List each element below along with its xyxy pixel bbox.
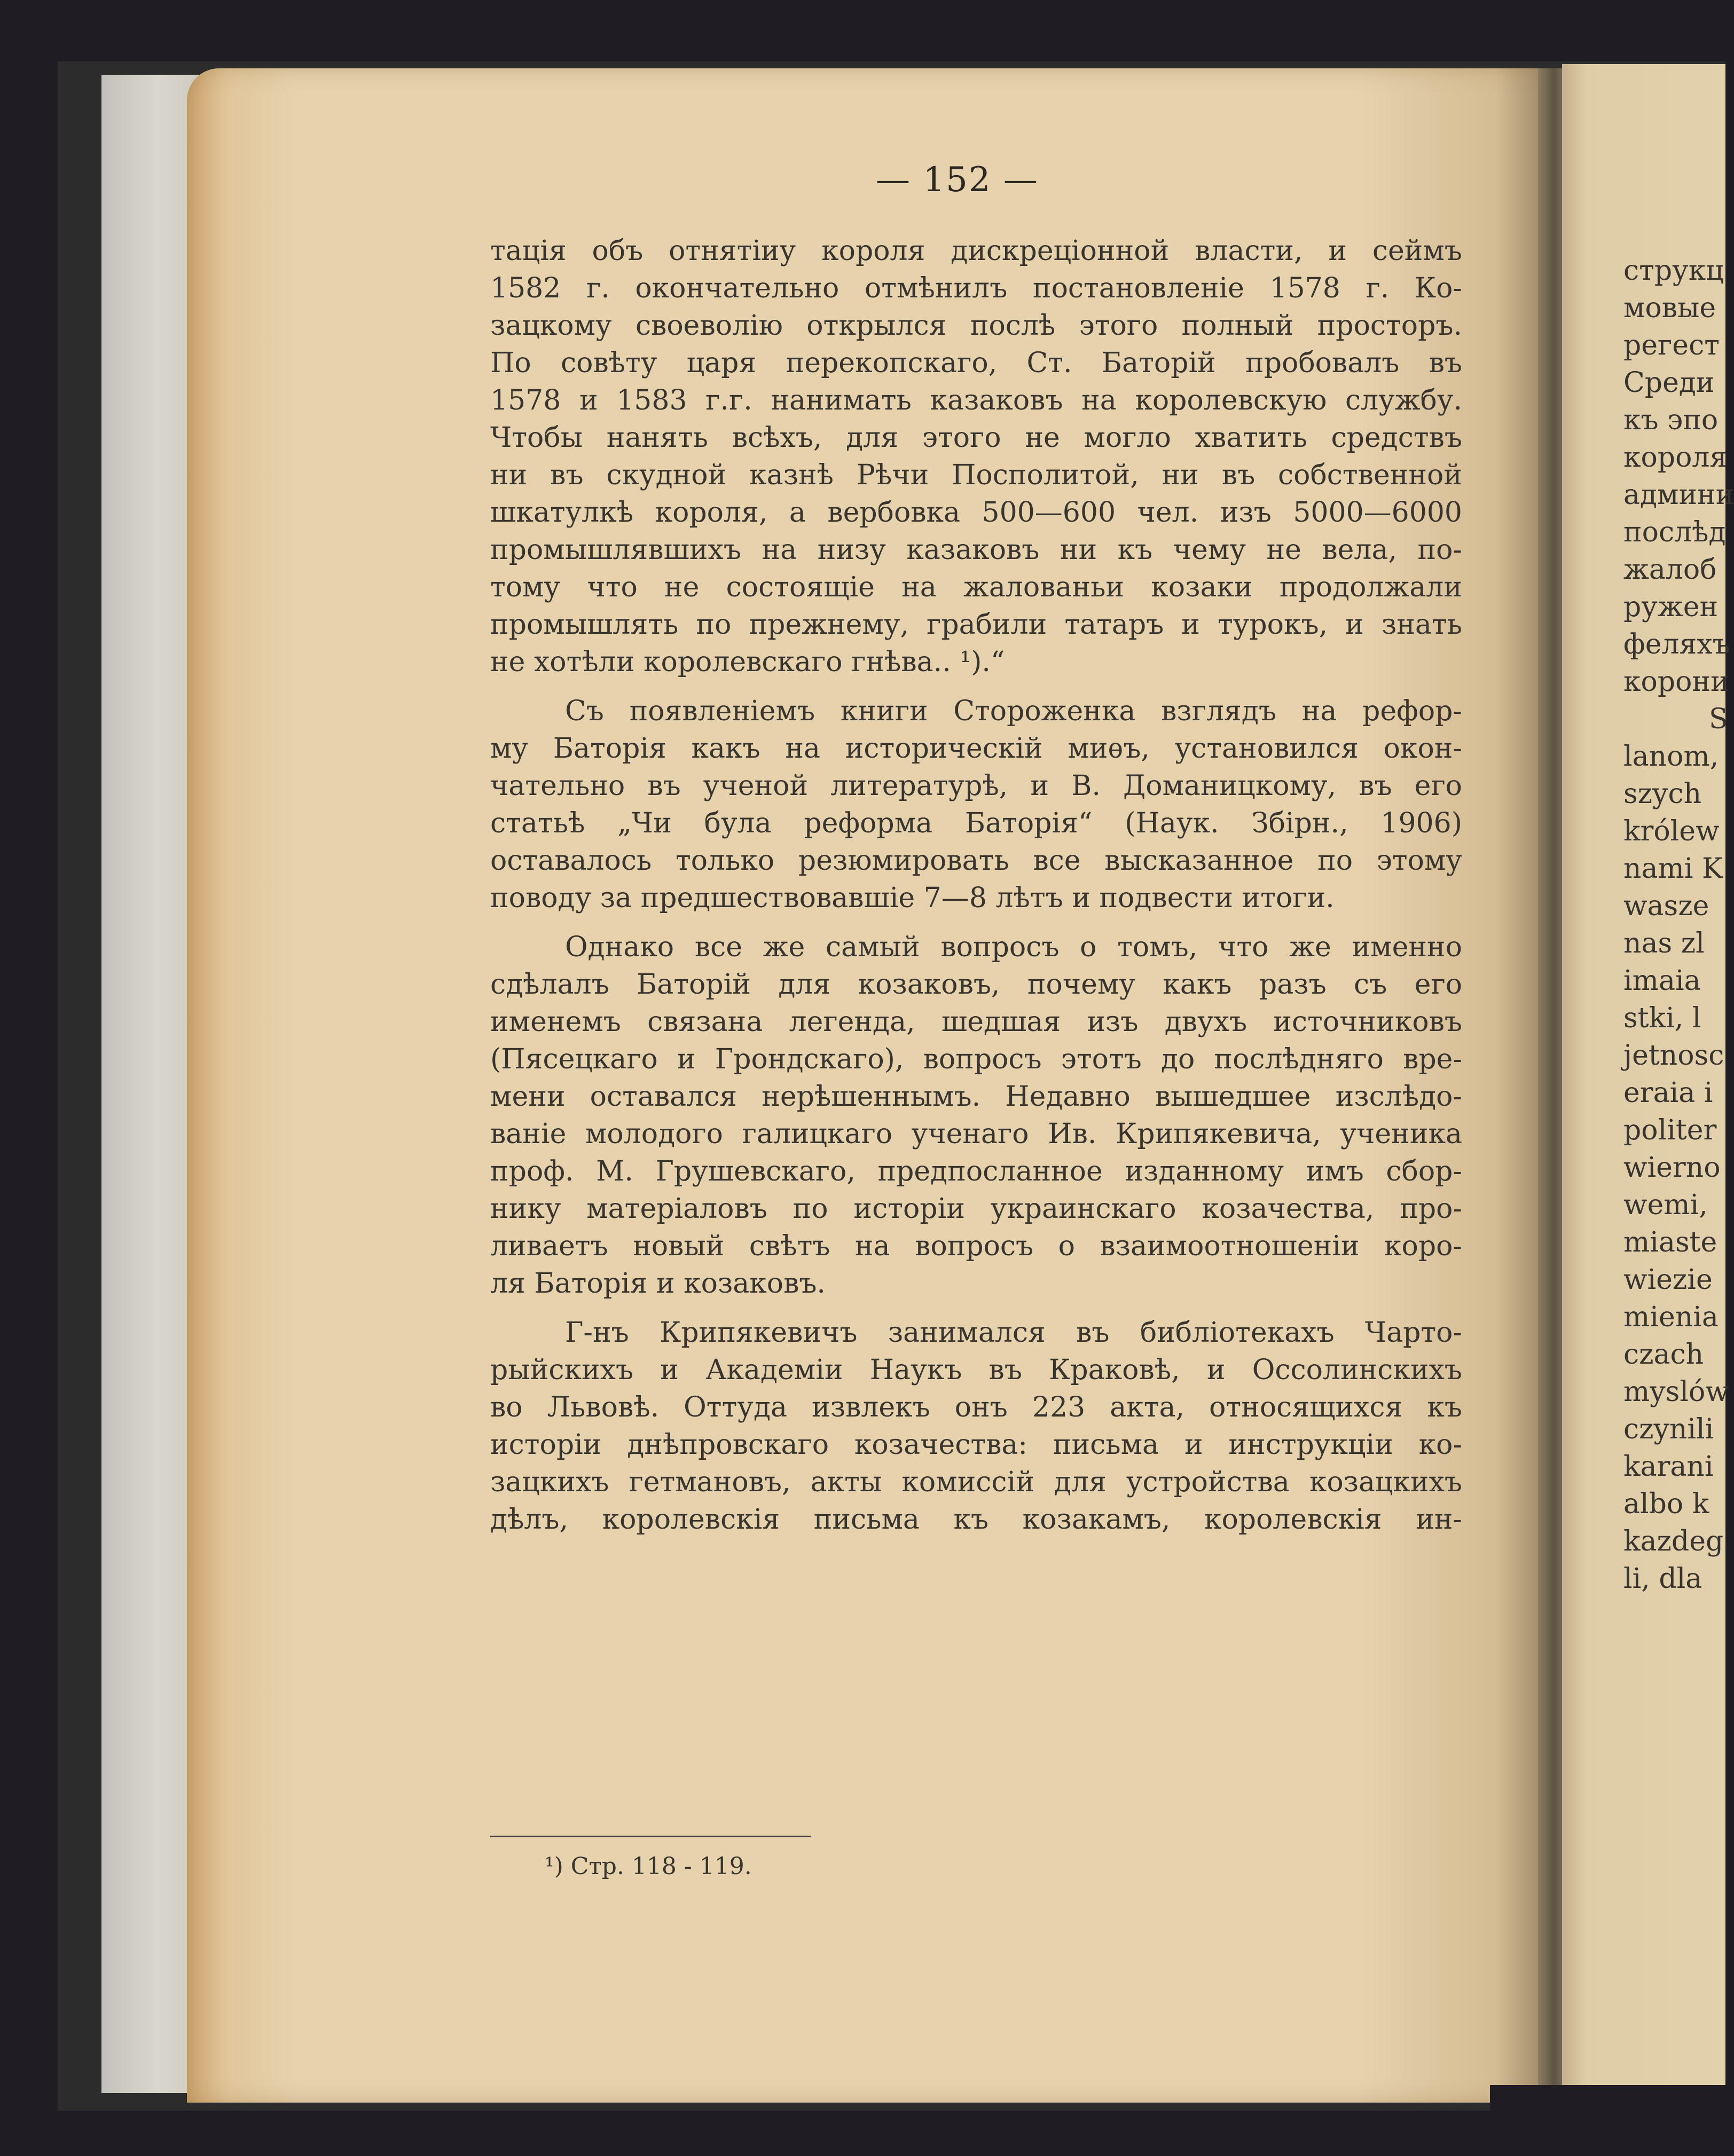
text-line: промышлять по прежнему, грабили татаръ и турокъ, и знать: [490, 609, 1462, 641]
facing-page-line: eraia i: [1623, 1077, 1713, 1109]
text-line: Г-нъ Крипякевичъ занимался въ библіотекахъ Чарто-: [565, 1317, 1462, 1349]
paragraph-gap: [490, 681, 1462, 693]
facing-page-line: феляхъ: [1623, 628, 1730, 660]
text-line: ливаетъ новый свѣтъ на вопросъ о взаимоотношеніи коро-: [490, 1230, 1462, 1262]
text-line: шкатулкѣ короля, а вербовка 500—600 чел. изъ 5000—6000: [490, 497, 1462, 529]
facing-page-line: kazdeg: [1623, 1525, 1724, 1557]
text-line: поводу за предшествовавшіе 7—8 лѣтъ и подвести итоги.: [490, 882, 1335, 914]
facing-page-line: S: [1709, 703, 1728, 735]
text-line: Чтобы нанять всѣхъ, для этого не могло хватить средствъ: [490, 422, 1462, 454]
facing-page-text: [1623, 252, 1734, 1598]
facing-page-line: imaia: [1623, 965, 1701, 997]
facing-page-line: wasze: [1623, 890, 1709, 922]
paragraph-gap: [490, 1302, 1462, 1314]
facing-page-line: nas zl: [1623, 927, 1705, 959]
text-line: сдѣлалъ Баторій для козаковъ, почему какъ разъ съ его: [490, 969, 1462, 1001]
text-line: (Пясецкаго и Грондскаго), вопросъ этотъ до послѣдняго вре-: [490, 1043, 1462, 1075]
facing-page-line: jetnosc: [1623, 1040, 1724, 1072]
text-line: ваніе молодого галицкаго ученаго Ив. Крипякевича, ученика: [490, 1118, 1462, 1150]
facing-page-line: мовые: [1623, 292, 1716, 324]
footnote-rule: [490, 1836, 811, 1837]
page-number: — 152 —: [876, 160, 1039, 200]
facing-page-line: lanom,: [1623, 741, 1719, 773]
facing-page-line: къ эпо: [1623, 404, 1719, 436]
text-line: оставалось только резюмировать все высказанное по этому: [490, 845, 1462, 877]
text-line: во Львовѣ. Оттуда извлекъ онъ 223 акта, относящихся къ: [490, 1391, 1462, 1423]
text-line: ни въ скудной казнѣ Рѣчи Посполитой, ни въ собственной: [490, 459, 1462, 491]
text-line: проф. М. Грушевскаго, предпосланное изданному имъ сбор-: [490, 1155, 1462, 1187]
facing-page-line: короля: [1623, 442, 1728, 474]
facing-page-line: wemi,: [1623, 1189, 1708, 1221]
facing-page-line: регест: [1623, 329, 1720, 361]
text-line: дѣлъ, королевскія письма къ козакамъ, королевскія ин-: [490, 1504, 1462, 1536]
facing-page-line: czach: [1623, 1339, 1704, 1371]
facing-page-line: czynili: [1623, 1413, 1714, 1445]
facing-page-line: струкц: [1623, 255, 1724, 287]
facing-page-line: послѣд: [1623, 516, 1726, 548]
text-line: тація объ отнятіиу короля дискреціонной власти, и сеймъ: [490, 235, 1462, 267]
paragraph-gap: [490, 917, 1462, 929]
text-line: ля Баторія и козаковъ.: [490, 1268, 826, 1300]
facing-page-line: nami K: [1623, 853, 1723, 885]
text-line: 1578 и 1583 г.г. нанимать казаковъ на королевскую службу.: [490, 384, 1462, 416]
scan-bottom-band: [1490, 2085, 1725, 2156]
facing-page-line: królew: [1623, 815, 1720, 847]
text-line: По совѣту царя перекопскаго, Ст. Баторій пробовалъ въ: [490, 347, 1462, 379]
facing-page-line: karani: [1623, 1451, 1714, 1483]
text-line: зацкихъ гетмановъ, акты комиссій для устройства козацкихъ: [490, 1466, 1462, 1498]
text-line: исторіи днѣпровскаго козачества: письма и инструкціи ко-: [490, 1429, 1462, 1461]
text-line: Съ появленіемъ книги Стороженка взглядъ на рефор-: [565, 695, 1462, 727]
text-line: зацкому своеволію открылся послѣ этого полный просторъ.: [490, 310, 1462, 342]
facing-page-line: админи: [1623, 479, 1734, 511]
facing-page-line: myslów: [1623, 1376, 1729, 1408]
text-line: тому что не состоящіе на жалованьи козаки продолжали: [490, 571, 1462, 603]
facing-page-line: albo k: [1623, 1488, 1709, 1520]
text-line: статьѣ „Чи була реформа Баторія“ (Наук. Збірн., 1906): [490, 807, 1462, 839]
text-line: рыйскихъ и Академіи Наукъ въ Краковѣ, и Оссолинскихъ: [490, 1354, 1462, 1386]
text-line: промышлявшихъ на низу казаковъ ни къ чему не вела, по-: [490, 534, 1462, 566]
text-line: 1582 г. окончательно отмѣнилъ постановленіе 1578 г. Ко-: [490, 272, 1462, 304]
facing-page-line: stki, l: [1623, 1002, 1701, 1034]
text-line: именемъ связана легенда, шедшая изъ двухъ источниковъ: [490, 1006, 1462, 1038]
text-line: нику матеріаловъ по исторіи украинскаго козачества, про-: [490, 1193, 1462, 1225]
facing-page-line: miaste: [1623, 1226, 1717, 1258]
text-line: Однако все же самый вопросъ о томъ, что же именно: [565, 931, 1462, 963]
footnote: ¹) Стр. 118 - 119.: [545, 1853, 752, 1880]
page-body-text: [490, 232, 1462, 1538]
text-line: му Баторія какъ на историческій миѳъ, установился окон-: [490, 733, 1462, 765]
text-line: мени оставался нерѣшеннымъ. Недавно вышедшее изслѣдо-: [490, 1081, 1462, 1113]
facing-page-line: жалоб: [1623, 554, 1717, 586]
facing-page-line: wierno: [1623, 1152, 1721, 1184]
facing-page-line: Среди: [1623, 367, 1715, 399]
facing-page-line: корони: [1623, 666, 1729, 698]
text-line: не хотѣли королевскаго гнѣва.. ¹).“: [490, 646, 1005, 678]
facing-page-line: politer: [1623, 1114, 1717, 1146]
facing-page-line: ружен: [1623, 591, 1719, 623]
text-line: чательно въ ученой литературѣ, и В. Доманицкому, въ его: [490, 770, 1462, 802]
facing-page-line: szych: [1623, 778, 1702, 810]
facing-page-line: wiezie: [1623, 1264, 1713, 1296]
facing-page-line: li, dla: [1623, 1563, 1702, 1595]
facing-page-line: mienia: [1623, 1301, 1719, 1333]
